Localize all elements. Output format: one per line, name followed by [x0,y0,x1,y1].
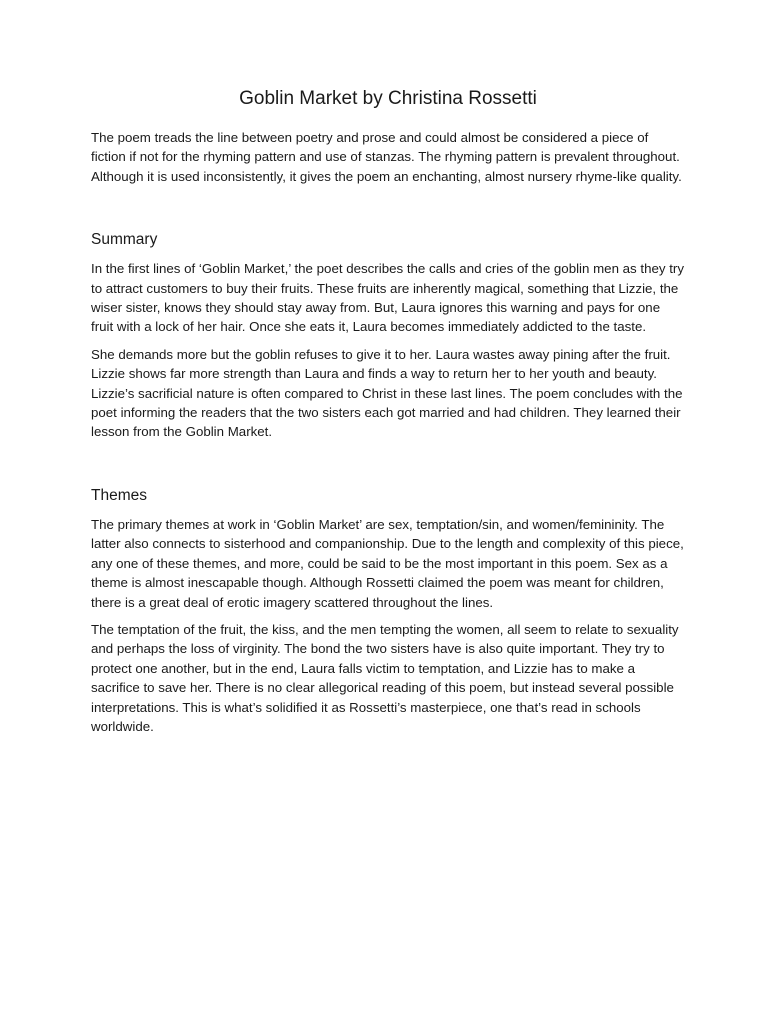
summary-heading: Summary [91,231,158,249]
section-spacer [91,507,685,515]
themes-paragraph-2: The temptation of the fruit, the kiss, and the men tempting the women, all seem to relate to sexuality and perhaps the loss of virginity. The bond the two sisters have is also quite important. They try to protect one another, but in the end, Laura falls victim to temptation, and Lizzie has to make a sacrifice to save her. There is no clear allegorical reading of this poem, but instead several possible interpretations. This is what’s solidified it as Rossetti’s masterpiece, one that’s read in schools worldwide. [91,621,679,734]
section-spacer [91,251,685,259]
section-spacer [91,450,685,485]
intro-paragraph: The poem treads the line between poetry and prose and could almost be considered a piece of fiction if not for the rhyming pattern and use of stanzas. The rhyming pattern is prevalent throughout. Although it is used inconsistently, it gives the poem an enchanting, almost nursery rhyme-like quality. [91,130,682,184]
document-body [91,86,685,744]
summary-paragraph-1: In the first lines of ‘Goblin Market,’ the poet describes the calls and cries of the goblin men as they try to attract customers to buy their fruits. These fruits are inherently magical, something that Lizzie, the wiser sister, knows they should stay away from. But, Laura ignores this warning and pays for one fruit with a lock of her hair. Once she eats it, Laura becomes immediately addicted to the taste. [91,261,684,335]
themes-paragraph-1: The primary themes at work in ‘Goblin Market’ are sex, temptation/sin, and women/femininity. The latter also connects to sisterhood and companionship. Due to the length and complexity of this piece, any one of these themes, and more, could be said to be the most important in this poem. Sex as a theme is almost inescapable though. Although Rossetti claimed the poem was meant for children, there is a great deal of erotic imagery scattered throughout the lines. [91,516,684,610]
document-title: Goblin Market by Christina Rossetti [239,88,537,109]
themes-heading: Themes [91,486,147,504]
summary-paragraph-2: She demands more but the goblin refuses to give it to her. Laura wastes away pining after the fruit. Lizzie shows far more strength than Laura and finds a way to return her to her youth and beauty. Lizzie’s sacrificial nature is often compared to Christ in these last lines. The poem concludes with the poet informing the readers that the two sisters each got married and had children. They learned their lesson from the Goblin Market. [91,346,683,440]
section-spacer [91,194,685,229]
